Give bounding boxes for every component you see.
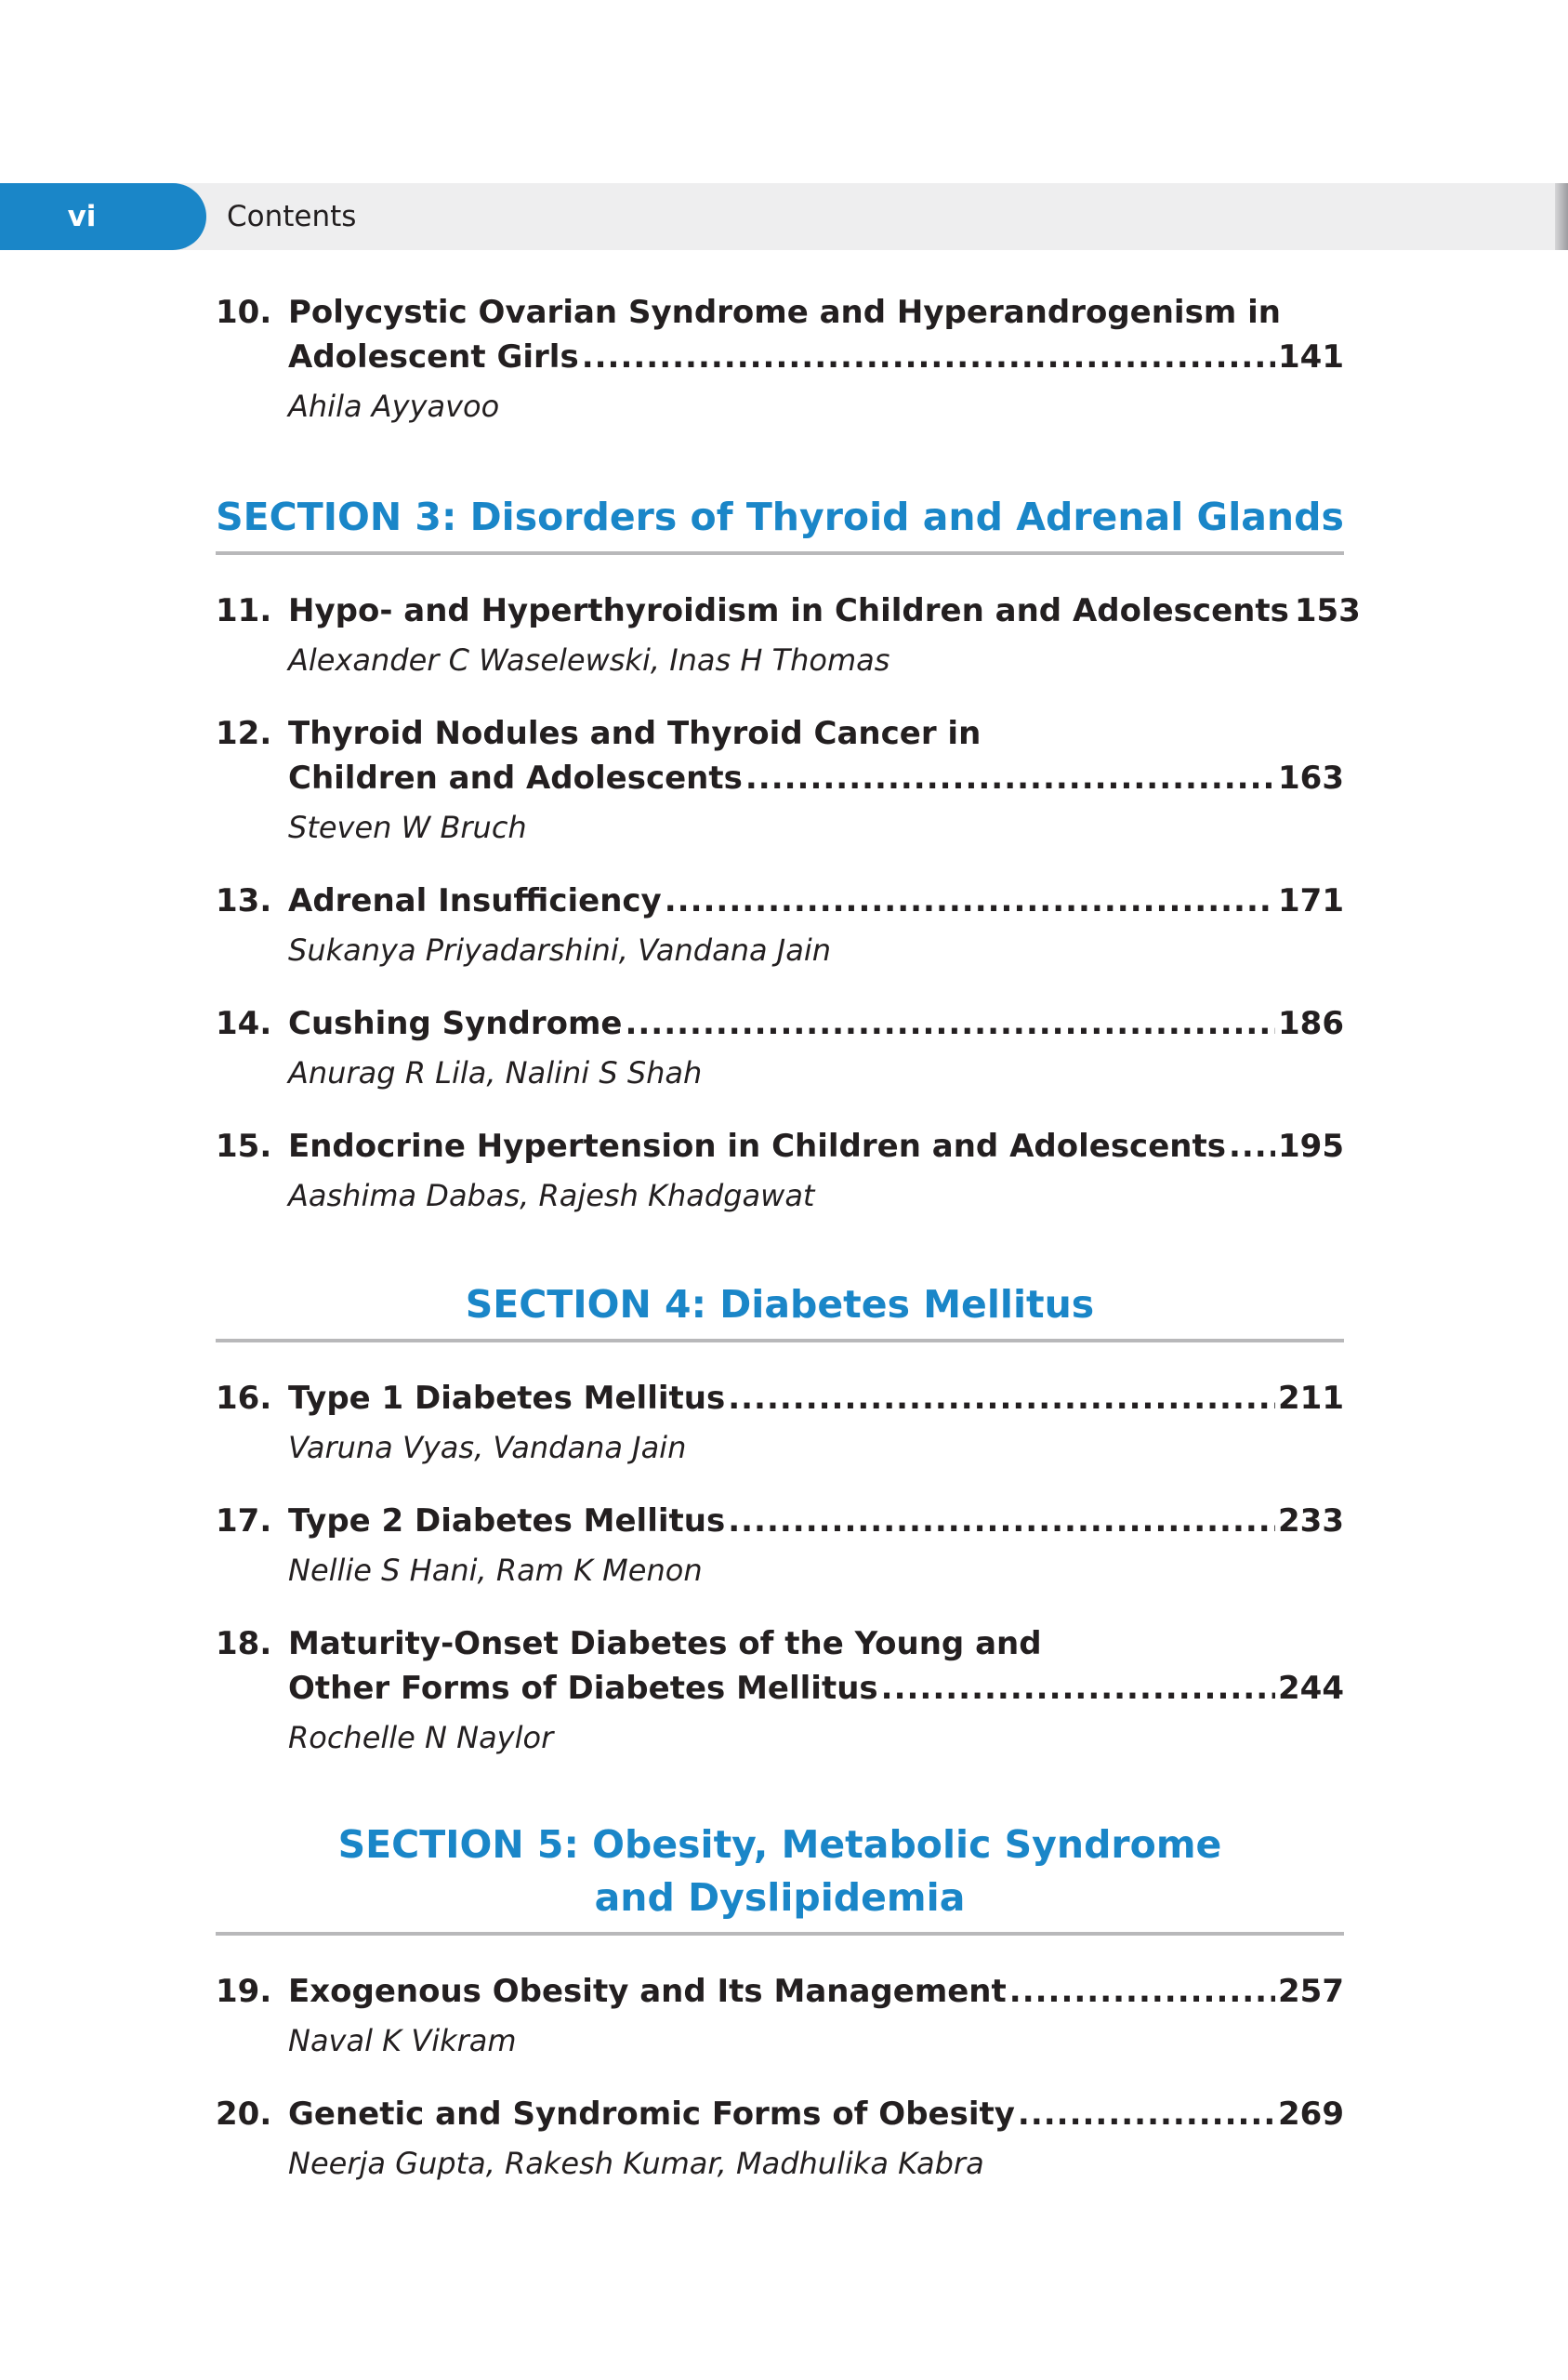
section-title-line: SECTION 5: Obesity, Metabolic Syndrome xyxy=(337,1822,1222,1867)
chapter-number: 17. xyxy=(216,1502,272,1540)
chapter-number: 18. xyxy=(216,1625,272,1662)
toc-entry[interactable] xyxy=(216,588,1361,681)
entry-body xyxy=(288,1124,1344,1217)
page-reference: 244 xyxy=(1278,1670,1344,1707)
chapter-title: Polycystic Ovarian Syndrome and Hyperandrogenism in xyxy=(288,294,1281,331)
dot-leader xyxy=(728,1499,1275,1543)
page-reference: 171 xyxy=(1278,882,1344,919)
dot-leader xyxy=(1229,1124,1275,1169)
table-of-contents xyxy=(216,290,1361,2185)
chapter-number: 14. xyxy=(216,1005,272,1042)
chapter-title-line xyxy=(288,1001,1344,1046)
page-number: vi xyxy=(67,200,97,233)
section-title-line: and Dyslipidemia xyxy=(594,1875,966,1920)
chapter-number: 12. xyxy=(216,715,272,752)
section-heading xyxy=(216,1818,1344,1936)
dot-leader xyxy=(625,1001,1275,1046)
chapter-title: Adolescent Girls xyxy=(288,338,579,376)
chapter-title: Type 2 Diabetes Mellitus xyxy=(288,1502,726,1540)
chapter-title: Other Forms of Diabetes Mellitus xyxy=(288,1670,878,1707)
chapter-title-line xyxy=(288,2092,1344,2136)
chapter-authors: Alexander C Waselewski, Inas H Thomas xyxy=(288,642,890,678)
chapter-authors: Neerja Gupta, Rakesh Kumar, Madhulika Kabra xyxy=(288,2146,984,2181)
running-head: Contents xyxy=(227,200,357,233)
chapter-title-line xyxy=(288,756,1344,800)
toc-entry[interactable] xyxy=(216,2092,1344,2185)
chapter-number: 19. xyxy=(216,1973,272,2010)
page-reference: 141 xyxy=(1278,338,1344,376)
section-heading xyxy=(216,1278,1344,1342)
entry-body xyxy=(288,1969,1344,2062)
chapter-number: 13. xyxy=(216,882,272,919)
chapter-title-line xyxy=(288,335,1344,379)
page-reference: 211 xyxy=(1278,1380,1344,1417)
toc-entry[interactable] xyxy=(216,711,1344,849)
chapter-title-line xyxy=(288,879,1344,923)
chapter-title-line xyxy=(288,1969,1344,2014)
chapter-title: Hypo- and Hyperthyroidism in Children and Adolescents xyxy=(288,592,1289,629)
toc-entry[interactable] xyxy=(216,1124,1344,1217)
chapter-title: Genetic and Syndromic Forms of Obesity xyxy=(288,2096,1015,2133)
toc-entry[interactable] xyxy=(216,1621,1344,1759)
toc-entry[interactable] xyxy=(216,1499,1344,1592)
chapter-authors: Varuna Vyas, Vandana Jain xyxy=(288,1430,687,1465)
entry-body xyxy=(288,1621,1344,1759)
chapter-title-line xyxy=(288,711,1344,756)
dot-leader xyxy=(582,335,1275,379)
chapter-title: Type 1 Diabetes Mellitus xyxy=(288,1380,726,1417)
chapter-authors: Anurag R Lila, Nalini S Shah xyxy=(288,1055,703,1091)
section-heading xyxy=(216,491,1344,555)
entry-body xyxy=(288,1001,1344,1094)
chapter-title-line xyxy=(288,1376,1344,1421)
entry-body xyxy=(288,879,1344,972)
chapter-authors: Rochelle N Naylor xyxy=(288,1720,554,1755)
entry-body xyxy=(288,1499,1344,1592)
section-title-line: SECTION 4: Diabetes Mellitus xyxy=(465,1282,1095,1327)
dot-leader xyxy=(728,1376,1275,1421)
chapter-title-line xyxy=(288,1621,1344,1666)
entry-body xyxy=(288,290,1344,428)
chapter-authors: Nellie S Hani, Ram K Menon xyxy=(288,1553,703,1588)
entry-body xyxy=(288,1376,1344,1469)
chapter-number: 11. xyxy=(216,592,272,629)
chapter-title: Exogenous Obesity and Its Management xyxy=(288,1973,1007,2010)
chapter-title: Children and Adolescents xyxy=(288,760,743,797)
chapter-authors: Sukanya Priyadarshini, Vandana Jain xyxy=(288,932,831,968)
chapter-number: 16. xyxy=(216,1380,272,1417)
section-title-line: SECTION 3: Disorders of Thyroid and Adrenal Glands xyxy=(216,495,1344,539)
chapter-number: 10. xyxy=(216,294,272,331)
toc-entry[interactable] xyxy=(216,1969,1344,2062)
entry-body xyxy=(288,588,1361,681)
chapter-title-line xyxy=(288,290,1344,335)
page-reference: 163 xyxy=(1278,760,1344,797)
toc-entry[interactable] xyxy=(216,1001,1344,1094)
chapter-number: 15. xyxy=(216,1128,272,1165)
entry-body xyxy=(288,2092,1344,2185)
chapter-title-line xyxy=(288,588,1361,633)
chapter-authors: Steven W Bruch xyxy=(288,810,527,845)
chapter-title-line xyxy=(288,1124,1344,1169)
dot-leader xyxy=(665,879,1275,923)
toc-entry[interactable] xyxy=(216,290,1344,428)
page-reference: 153 xyxy=(1294,592,1361,629)
dot-leader xyxy=(881,1666,1275,1711)
chapter-title: Cushing Syndrome xyxy=(288,1005,623,1042)
toc-entry[interactable] xyxy=(216,879,1344,972)
chapter-authors: Naval K Vikram xyxy=(288,2023,517,2058)
page-reference: 269 xyxy=(1278,2096,1344,2133)
page-reference: 195 xyxy=(1278,1128,1344,1165)
dot-leader xyxy=(1009,1969,1275,2014)
dot-leader xyxy=(745,756,1275,800)
header-edge-shadow xyxy=(1555,183,1568,250)
chapter-title-line xyxy=(288,1666,1344,1711)
chapter-title: Maturity-Onset Diabetes of the Young and xyxy=(288,1625,1042,1662)
entry-body xyxy=(288,711,1344,849)
chapter-title: Endocrine Hypertension in Children and Adolescents xyxy=(288,1128,1226,1165)
chapter-number: 20. xyxy=(216,2096,272,2133)
toc-entry[interactable] xyxy=(216,1376,1344,1469)
chapter-authors: Aashima Dabas, Rajesh Khadgawat xyxy=(288,1178,815,1213)
page-reference: 233 xyxy=(1278,1502,1344,1540)
dot-leader xyxy=(1018,2092,1275,2136)
page-reference: 186 xyxy=(1278,1005,1344,1042)
chapter-title: Adrenal Insufficiency xyxy=(288,882,662,919)
chapter-title-line xyxy=(288,1499,1344,1543)
page-reference: 257 xyxy=(1278,1973,1344,2010)
chapter-title: Thyroid Nodules and Thyroid Cancer in xyxy=(288,715,982,752)
chapter-authors: Ahila Ayyavoo xyxy=(288,389,500,424)
